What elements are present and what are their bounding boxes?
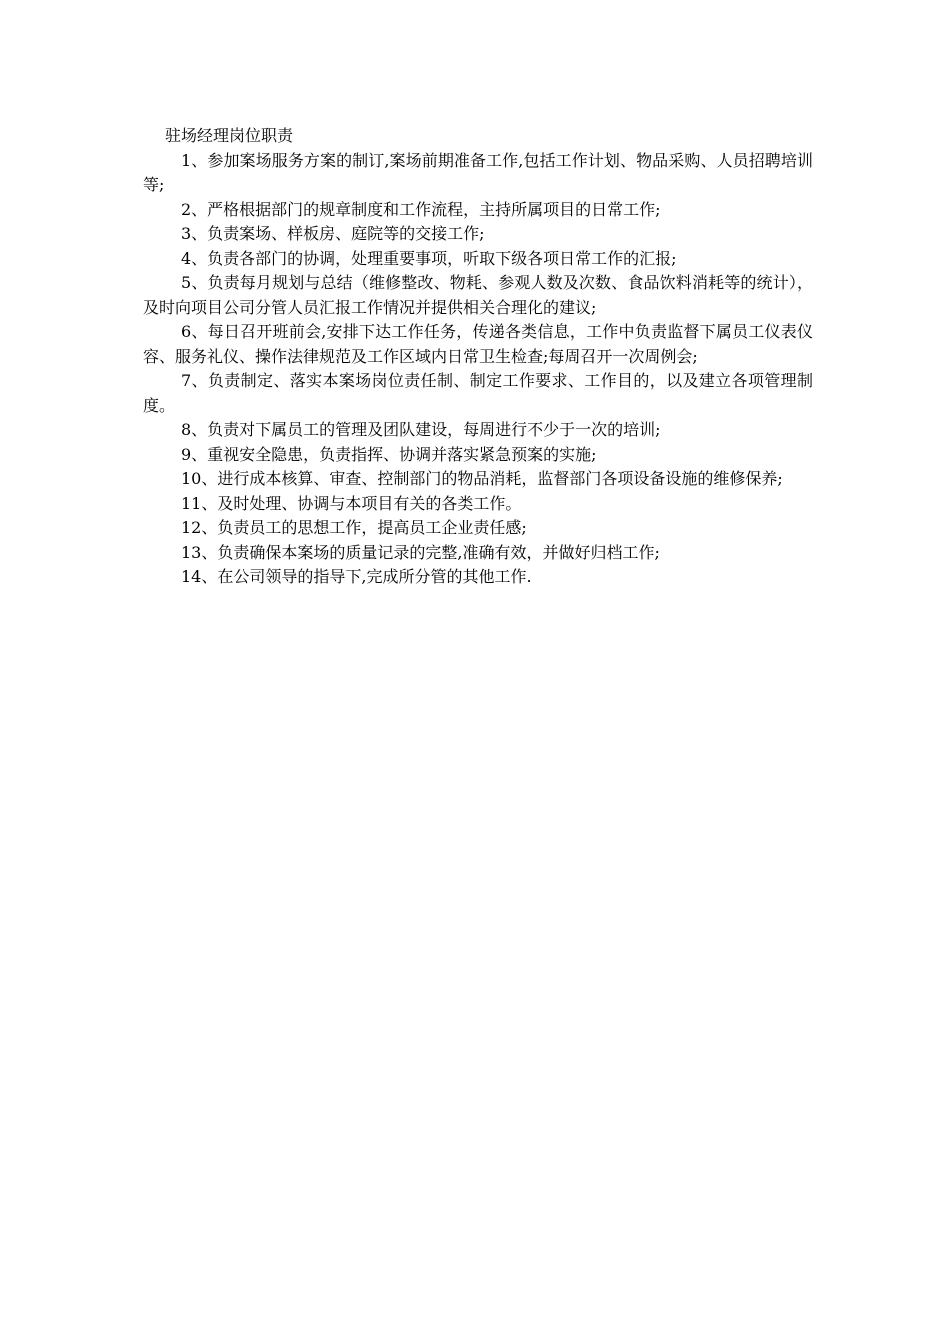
duty-item-11: 11、及时处理、协调与本项目有关的各类工作。	[181, 493, 522, 513]
duty-item-10: 10、进行成本核算、审查、控制部门的物品消耗，监督部门各项设备设施的维修保养;	[181, 469, 783, 488]
duty-item-9: 9、重视安全隐患，负责指挥、协调并落实紧急预案的实施;	[181, 444, 597, 464]
duty-item-1: 1、参加案场服务方案的制订,案场前期准备工作,包括工作计划、物品采购、人员招聘培训等;	[143, 150, 813, 194]
duty-item-14: 14、在公司领导的指导下,完成所分管的其他工作.	[181, 567, 532, 586]
duty-item-8: 8、负责对下属员工的管理及团队建设，每周进行不少于一次的培训;	[181, 420, 661, 439]
duty-item-13: 13、负责确保本案场的质量记录的完整,准确有效，并做好归档工作;	[181, 542, 660, 562]
duty-item-4: 4、负责各部门的协调，处理重要事项，听取下级各项日常工作的汇报;	[181, 248, 677, 268]
duty-item-6: 6、每日召开班前会,安排下达工作任务，传递各类信息，工作中负责监督下属员工仪表仪容、服务礼仪、操作法律规范及工作区域内日常卫生检查;每周召开一次周例会;	[143, 322, 813, 366]
duty-item-5: 5、负责每月规划与总结（维修整改、物耗、参观人数及次数、食品饮料消耗等的统计），及时向项目公司分管人员汇报工作情况并提供相关合理化的建议;	[143, 273, 813, 317]
document-title: 驻场经理岗位职责	[165, 126, 294, 145]
duty-item-3: 3、负责案场、样板房、庭院等的交接工作;	[181, 224, 485, 243]
duty-item-2: 2、严格根据部门的规章制度和工作流程，主持所属项目的日常工作;	[181, 199, 661, 219]
document-body	[143, 124, 813, 590]
duty-item-12: 12、负责员工的思想工作，提高员工企业责任感;	[181, 518, 527, 537]
duty-item-7: 7、负责制定、落实本案场岗位责任制、制定工作要求、工作目的，以及建立各项管理制度。	[143, 371, 813, 415]
